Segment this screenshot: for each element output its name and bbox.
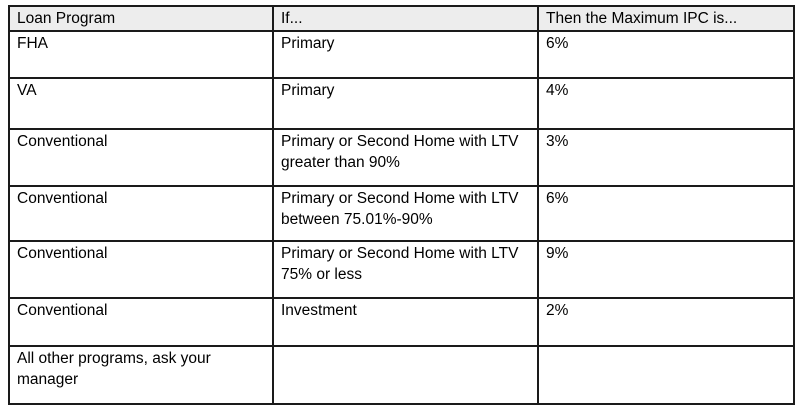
cell-loan-program: Conventional	[9, 186, 273, 241]
cell-max-ipc: 9%	[538, 241, 794, 298]
table-row	[9, 129, 794, 186]
cell-loan-program: Conventional	[9, 298, 273, 346]
cell-max-ipc: 4%	[538, 78, 794, 129]
cell-max-ipc: 2%	[538, 298, 794, 346]
cell-loan-program: FHA	[9, 31, 273, 78]
table-row	[9, 186, 794, 241]
cell-condition: Primary	[273, 31, 538, 78]
cell-condition: Primary	[273, 78, 538, 129]
cell-max-ipc: 6%	[538, 31, 794, 78]
column-header-loan-program: Loan Program	[9, 6, 273, 31]
table-row	[9, 346, 794, 404]
loan-program-table	[8, 5, 795, 405]
cell-max-ipc: 6%	[538, 186, 794, 241]
cell-loan-program: Conventional	[9, 241, 273, 298]
cell-loan-program: All other programs, ask your manager	[9, 346, 273, 404]
cell-max-ipc	[538, 346, 794, 404]
table-row	[9, 298, 794, 346]
header-row	[9, 6, 794, 31]
cell-loan-program: Conventional	[9, 129, 273, 186]
table-body	[9, 31, 794, 404]
column-header-max-ipc: Then the Maximum IPC is...	[538, 6, 794, 31]
cell-loan-program: VA	[9, 78, 273, 129]
cell-condition: Primary or Second Home with LTV greater than 90%	[273, 129, 538, 186]
cell-condition: Primary or Second Home with LTV between 75.01%-90%	[273, 186, 538, 241]
cell-condition: Primary or Second Home with LTV 75% or less	[273, 241, 538, 298]
cell-condition	[273, 346, 538, 404]
table-row	[9, 241, 794, 298]
column-header-if: If...	[273, 6, 538, 31]
cell-condition: Investment	[273, 298, 538, 346]
table-header	[9, 6, 794, 31]
table-row	[9, 31, 794, 78]
cell-max-ipc: 3%	[538, 129, 794, 186]
table-row	[9, 78, 794, 129]
